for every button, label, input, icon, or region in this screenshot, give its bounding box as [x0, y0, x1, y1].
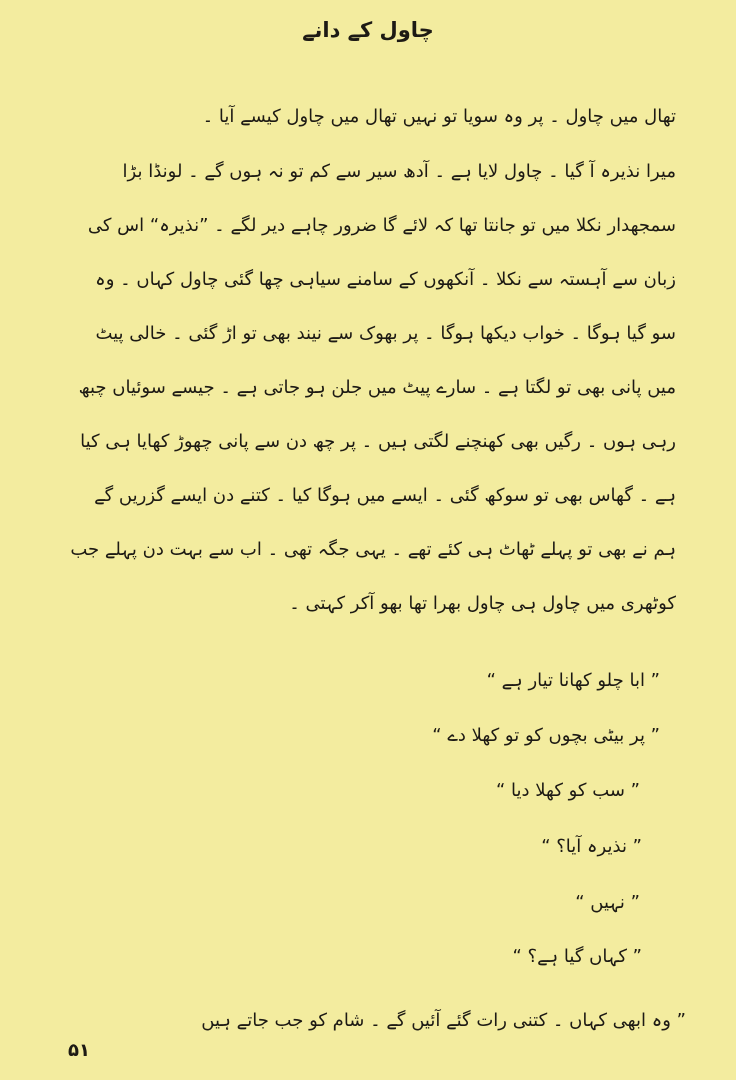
dialogue-line: ” کہاں گیا ہے؟ “ [512, 946, 642, 967]
dialogue-line: ” نذیرہ آیا؟ “ [541, 836, 642, 857]
dialogue-line: ” نہیں “ [575, 892, 640, 913]
paragraph-2: میرا نذیرہ آ گیا ۔ چاول لایا ہے ۔ آدھ سیر سے کم تو نہ ہوں گے ۔ لونڈا بڑا سمجھدار نکلا میں تو جانتا تھا کہ لائے گا ضرور چاہے دیر لگے ۔ ”نذیرہ“ اس کی زبان سے آہستہ سے نکلا ۔ آنکھوں کے سامنے سیاہی چھا گئی چاول کہاں ۔ وہ سو گیا ہوگا ۔ خواب دیکھا ہوگا ۔ پر بھوک سے نیند بھی تو اڑ گئی ۔ خالی پیٹ میں پانی بھی تو لگتا ہے ۔ سارے پیٹ میں جلن ہو جاتی ہے ۔ جیسے سوئیاں چبھ رہی ہوں ۔ رگیں بھی کھنچنے لگتی ہیں ۔ پر چھ دن سے پانی چھوڑ کھایا ہی کیا ہے ۔ گھاس بھی تو سوکھ گئی ۔ ایسے میں ہوگا کیا ۔ کتنے دن ایسے گزریں گے ہم نے بھی تو پہلے ٹھاٹ ہی کئے تھے ۔ یہی جگہ تھی ۔ اب سے بہت دن پہلے جب کوٹھری میں چاول ہی چاول بھرا تھا بھو آکر کہتی ۔ [70, 161, 676, 614]
paragraph-1: تھال میں چاول ۔ پر وہ سویا تو نہیں تھال میں چاول کیسے آیا ۔ [202, 106, 676, 127]
dialogue-line: ” سب کو کھلا دیا “ [496, 780, 640, 801]
dialogue-line: ” ابا چلو کھانا تیار ہے “ [486, 670, 660, 691]
page-number: ۵۱ [68, 1040, 90, 1061]
chapter-title: چاول کے دانے [302, 18, 434, 42]
closing-line: ” وہ ابھی کہاں ۔ کتنی رات گئے آئیں گے ۔ شام کو جب جاتے ہیں [201, 1010, 686, 1031]
dialogue-line: ” پر بیٹی بچوں کو تو کھلا دے “ [432, 725, 660, 746]
